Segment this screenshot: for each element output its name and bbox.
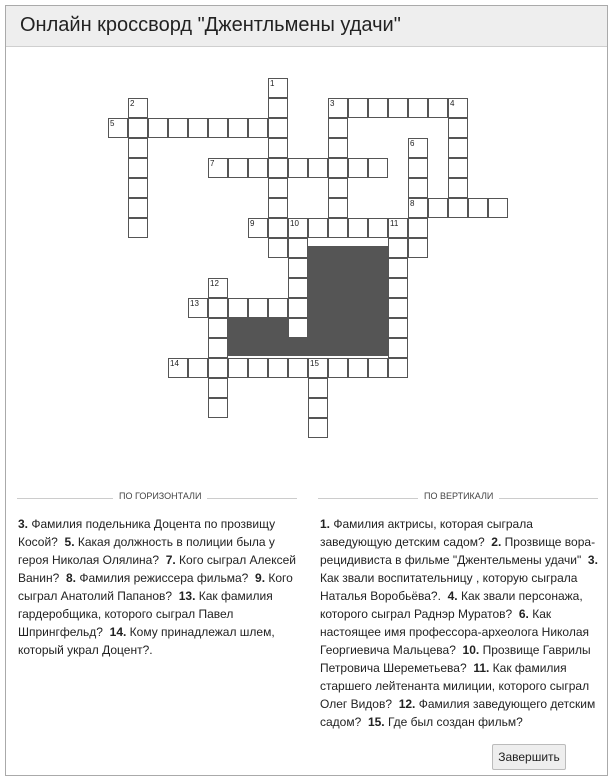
crossword-cell[interactable] [228,358,248,378]
crossword-cell[interactable] [348,98,368,118]
clue-text: Фамилия подельника Доцента по прозвищу Косой? [18,517,276,549]
clue-number: 2 [130,99,135,108]
clue-number: 11 [390,219,399,228]
crossword-cell[interactable] [208,118,228,138]
clue-text: Как звали персонажа, которого сыграл Раднэр Муратов? [320,589,583,621]
crossword-cell[interactable] [388,318,408,338]
crossword-cell[interactable] [368,358,388,378]
clue-number-label: 9. [255,571,266,585]
clue-text: Как фамилия старшего лейтенанта милиции, которого сыграл Олег Видов? [320,661,590,711]
crossword-cell[interactable] [128,178,148,198]
crossword-cell[interactable] [388,278,408,298]
clue-text: Прозвище вора-рецидивиста в фильме "Джентельмены удачи" [320,535,596,567]
clue-text: Кому принадлежал шлем, который украл Доцент?. [18,625,275,657]
clue-number-label: 11. [473,661,490,675]
crossword-cell[interactable] [288,298,308,318]
crossword-cell[interactable] [348,218,368,238]
shaded-block [308,246,388,356]
across-clues [18,515,300,659]
clue-number: 15 [310,359,319,368]
clue-text: Кого сыграл Алексей Ванин? [18,553,296,585]
clue-number-label: 1. [320,517,331,531]
clue-number-label: 2. [491,535,502,549]
crossword-cell[interactable] [388,98,408,118]
clue-text: Кого сыграл Анатолий Папанов? [18,571,293,603]
crossword-cell[interactable] [128,198,148,218]
clue-text: Какая должность в полиции была у героя Николая Олялина? [18,535,275,567]
crossword-cell[interactable] [448,138,468,158]
clue-number: 13 [190,299,199,308]
crossword-cell[interactable] [208,398,228,418]
clue-number: 4 [450,99,455,108]
crossword-cell[interactable] [268,118,288,138]
clue-number-label: 4. [447,589,458,603]
crossword-cell[interactable] [328,178,348,198]
clue-number-label: 12. [398,697,416,711]
crossword-cell[interactable] [328,118,348,138]
crossword-cell[interactable] [488,198,508,218]
crossword-cell[interactable] [448,158,468,178]
clue-text: Фамилия актрисы, которая сыграла заведующую детским садом? [320,517,533,549]
clue-number: 14 [170,359,179,368]
clue-text: Фамилия заведующего детским садом? [320,697,596,729]
down-clues [320,515,600,731]
crossword-cell[interactable] [368,98,388,118]
clue-number-label: 13. [178,589,196,603]
crossword-cell[interactable] [448,198,468,218]
page-title: Онлайн кроссворд "Джентльмены удачи" [20,14,401,36]
crossword-cell[interactable] [188,358,208,378]
crossword-cell[interactable] [308,218,328,238]
crossword-cell[interactable] [348,358,368,378]
crossword-cell[interactable] [448,178,468,198]
clue-text: Как звали воспитательницу , которую сыграла Наталья Воробьёва?. [320,571,578,603]
crossword-cell[interactable] [228,158,248,178]
crossword-cell[interactable] [288,358,308,378]
crossword-cell[interactable] [268,238,288,258]
down-header-label: ПО ВЕРТИКАЛИ [418,491,499,501]
crossword-cell[interactable] [328,198,348,218]
crossword-cell[interactable] [388,358,408,378]
clue-number-label: 14. [109,625,127,639]
crossword-cell[interactable] [388,298,408,318]
crossword-cell[interactable] [328,358,348,378]
crossword-cell[interactable] [288,238,308,258]
crossword-cell[interactable] [288,258,308,278]
crossword-cell[interactable] [268,138,288,158]
crossword-cell[interactable] [128,158,148,178]
clue-number: 9 [250,219,255,228]
clue-text: Где был создан фильм? [384,715,523,729]
crossword-cell[interactable] [248,358,268,378]
clue-number: 7 [210,159,215,168]
crossword-cell[interactable] [308,158,328,178]
crossword-cell[interactable] [208,358,228,378]
crossword-cell[interactable] [368,218,388,238]
crossword-cell[interactable] [428,198,448,218]
crossword-cell[interactable] [268,158,288,178]
crossword-cell[interactable] [128,118,148,138]
down-header [318,491,598,505]
clue-number-label: 7. [165,553,176,567]
crossword-cell[interactable] [268,178,288,198]
crossword-cell[interactable] [368,158,388,178]
crossword-cell[interactable] [328,218,348,238]
across-header-label: ПО ГОРИЗОНТАЛИ [113,491,207,501]
crossword-cell[interactable] [188,118,208,138]
clue-number-label: 5. [64,535,75,549]
crossword-cell[interactable] [248,158,268,178]
crossword-cell[interactable] [328,138,348,158]
crossword-cell[interactable] [308,378,328,398]
crossword-cell[interactable] [408,178,428,198]
clue-number-label: 3. [18,517,29,531]
clue-number: 8 [410,199,415,208]
clue-number: 3 [330,99,335,108]
crossword-cell[interactable] [328,158,348,178]
crossword-cell[interactable] [168,118,188,138]
crossword-cell[interactable] [268,198,288,218]
crossword-cell[interactable] [128,218,148,238]
crossword-cell[interactable] [288,158,308,178]
crossword-cell[interactable] [388,238,408,258]
crossword-cell[interactable] [148,118,168,138]
clue-text: Фамилия режиссера фильма? [76,571,249,585]
crossword-cell[interactable] [448,118,468,138]
crossword-cell[interactable] [128,138,148,158]
clue-number: 10 [290,219,299,228]
crossword-cell[interactable] [268,298,288,318]
clue-number-label: 6. [518,607,529,621]
clue-number-label: 3. [587,553,598,567]
clue-number-label: 8. [65,571,76,585]
crossword-cell[interactable] [268,358,288,378]
crossword-cell[interactable] [208,318,228,338]
crossword-cell[interactable] [388,258,408,278]
clue-number: 6 [410,139,415,148]
clue-number: 5 [110,119,115,128]
crossword-cell[interactable] [408,238,428,258]
crossword-cell[interactable] [228,118,248,138]
crossword-cell[interactable] [348,158,368,178]
crossword-cell[interactable] [408,158,428,178]
crossword-cell[interactable] [288,278,308,298]
crossword-cell[interactable] [408,218,428,238]
crossword-cell[interactable] [248,118,268,138]
crossword-cell[interactable] [428,98,448,118]
crossword-cell[interactable] [228,298,248,318]
crossword-cell[interactable] [388,338,408,358]
clue-text: Прозвище Гаврилы Петровича Шереметьева? [320,643,591,675]
crossword-cell[interactable] [268,98,288,118]
across-header [17,491,297,505]
crossword-cell[interactable] [208,338,228,358]
clue-number: 1 [270,79,275,88]
clue-number: 12 [210,279,219,288]
crossword-cell[interactable] [288,318,308,338]
crossword-cell[interactable] [308,398,328,418]
crossword-cell[interactable] [308,418,328,438]
clue-text: Как фамилия гардеробщика, которого сыграл Павел Шпрингфельд? [18,589,273,639]
clue-text: Как настоящее имя профессора-археолога Николая Георгиевича Мальцева? [320,607,590,657]
crossword-cell[interactable] [468,198,488,218]
crossword-cell[interactable] [268,218,288,238]
clue-number-label: 15. [367,715,385,729]
clue-number-label: 10. [462,643,480,657]
crossword-cell[interactable] [208,298,228,318]
finish-button[interactable]: Завершить [492,744,566,770]
crossword-cell[interactable] [208,378,228,398]
crossword-cell[interactable] [248,298,268,318]
title-bar [6,6,607,47]
crossword-cell[interactable] [408,98,428,118]
